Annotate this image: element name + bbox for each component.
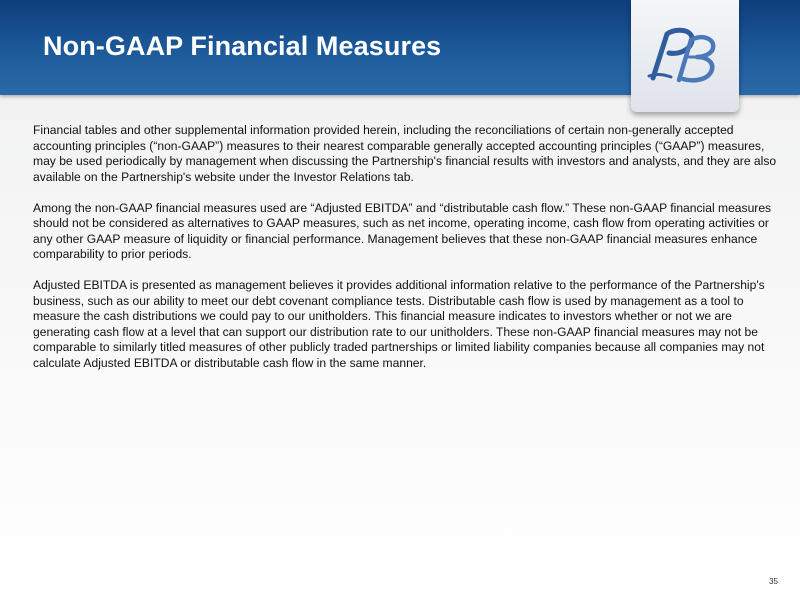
paragraph-intro: Financial tables and other supplemental information provided herein, including the reconciliations of certain non-generally accepted accounting principles (“non-GAAP”) measures to their nearest comparable generally accepted accounting principles (“GAAP”) measures, may be used periodically by management when discussing the Partnership's financial results with investors and analysts, and they are also available on the Partnership's website under the Investor Relations tab. bbox=[33, 123, 777, 184]
paragraph-ebitda: Adjusted EBITDA is presented as management believes it provides additional information relative to the performance of the Partnership's business, such as our ability to meet our debt covenant compliance tests. Distributable cash flow is used by management as a tool to measure the cash distributions we could pay to our unitholders. This financial measure indicates to investors whether or not we are generating cash flow at a level that can support our distribution rate to our unitholders. These non-GAAP financial measures may not be comparable to similarly titled measures of other publicly traded partnerships or limited liability companies because all companies may not calculate Adjusted EBITDA or distributable cash flow in the same manner. bbox=[33, 278, 765, 370]
page-number: 35 bbox=[769, 577, 778, 586]
logo-card bbox=[631, 0, 739, 112]
paragraph-measures: Among the non-GAAP financial measures used are “Adjusted EBITDA” and “distributable cash flow.” These non-GAAP financial measures should not be considered as alternatives to GAAP measures, such as net income, operating income, cash flow from operating activities or any other GAAP measure of liquidity or financial performance. Management believes that these non-GAAP financial measures enhance comparability to prior periods. bbox=[33, 200, 772, 261]
page-title: Non-GAAP Financial Measures bbox=[43, 31, 442, 61]
body-text bbox=[33, 123, 778, 387]
pb-monogram-logo-icon bbox=[645, 24, 725, 86]
